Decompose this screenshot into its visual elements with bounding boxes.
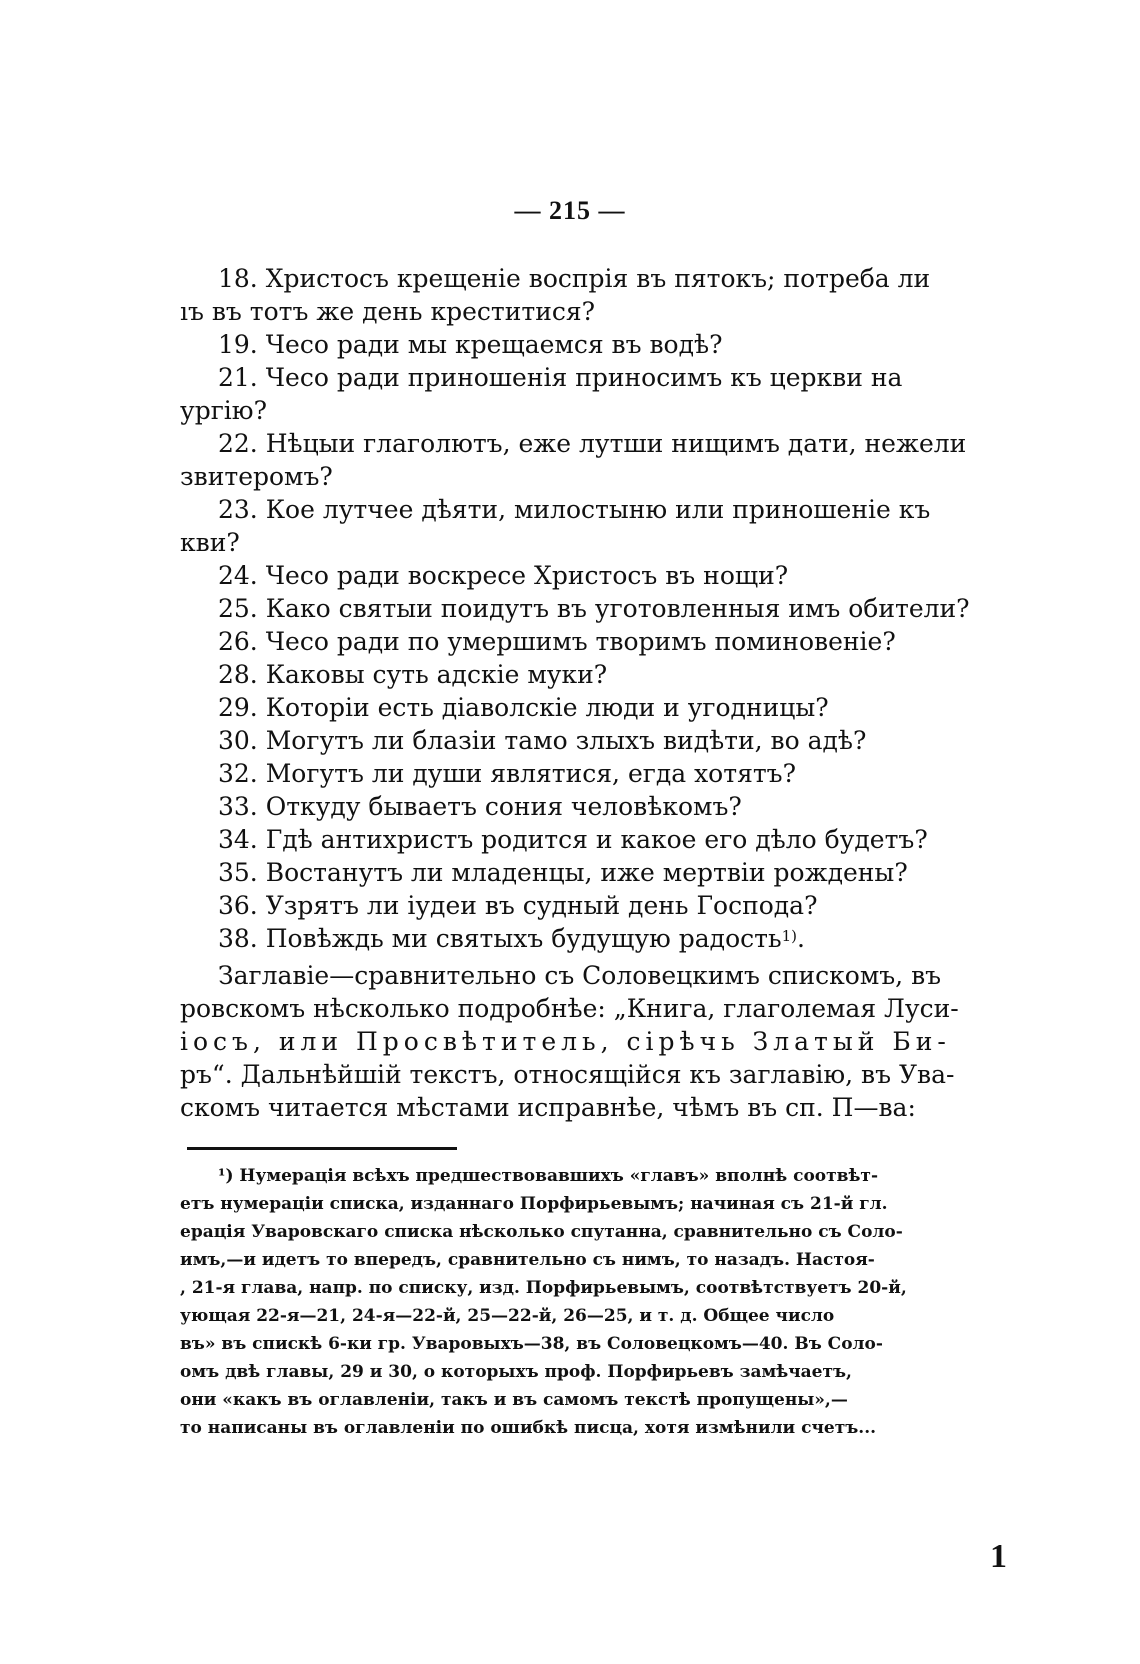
question-line-text: 18. Христосъ крещеніе воспрія въ пятокъ; потреба ли — [218, 264, 931, 293]
page-number: — 215 — — [514, 196, 626, 225]
question-line — [180, 691, 880, 724]
paragraph-line — [180, 1057, 955, 1090]
question-line-text: 22. Нѣцыи глаголютъ, еже лутши нищимъ дати, нежели — [218, 429, 967, 458]
question-line — [180, 427, 967, 460]
footnote-line — [180, 1162, 880, 1190]
footnote-divider — [187, 1147, 457, 1150]
question-line-text: 21. Чесо ради приношенія приносимъ къ церкви на — [218, 363, 903, 392]
question-list — [180, 262, 970, 955]
question-line-text: звитеромъ? — [180, 462, 333, 491]
question-line — [180, 757, 880, 790]
question-line-text: 28. Каковы суть адскіе муки? — [218, 660, 608, 689]
paragraph-line — [180, 991, 959, 1024]
footnote-line — [180, 1358, 880, 1386]
question-line — [180, 658, 880, 691]
question-line — [180, 559, 880, 592]
paragraph-line-text: Заглавіе—сравнительно съ Соловецкимъ спискомъ, въ — [218, 961, 942, 990]
question-line — [180, 724, 880, 757]
paragraph-line-text: скомъ читается мѣстами исправнѣе, чѣмъ въ сп. П—ва: — [180, 1093, 916, 1122]
footnote-line-text: имъ,—и идетъ то впередъ, сравнительно съ нимъ, то назадъ. Настоя- — [180, 1250, 875, 1270]
footnote-line-text: въ» въ спискѣ 6-ки гр. Уваровыхъ—38, въ Соловецкомъ—40. Въ Соло- — [180, 1334, 883, 1354]
footnote-line-text: ерація Уваровскаго списка нѣсколько спутанна, сравнительно съ Соло- — [180, 1222, 903, 1242]
question-line-text: 29. Которіи есть діаволскіе люди и угодницы? — [218, 693, 829, 722]
question-line — [180, 460, 880, 493]
question-line-text: 35. Востанутъ ли младенцы, иже мертвіи рождены? — [218, 858, 908, 887]
question-line — [180, 625, 896, 658]
question-line — [180, 592, 970, 625]
footnote-line — [180, 1414, 880, 1442]
footnote-line-text: ¹) Нумерація всѣхъ предшествовавшихъ «главъ» вполнѣ соотвѣт- — [218, 1166, 879, 1186]
margin-mark: 1 — [990, 1538, 1007, 1575]
question-line — [180, 922, 880, 955]
question-line — [180, 823, 928, 856]
question-line — [180, 790, 880, 823]
question-line — [180, 394, 880, 427]
footnote-line-text: они «какъ въ оглавленіи, такъ и въ самомъ текстѣ пропущены»,— — [180, 1390, 848, 1410]
paragraph-line-text: ръ“. Дальнѣйшій текстъ, относящійся къ заглавію, въ Ува- — [180, 1060, 955, 1089]
question-line-text: 33. Откуду бываетъ сония человѣкомъ? — [218, 792, 742, 821]
question-line — [180, 526, 880, 559]
footnote-line — [180, 1302, 880, 1330]
footnote-line — [180, 1386, 880, 1414]
question-line-text: 24. Чесо ради воскресе Христосъ въ нощи? — [218, 561, 789, 590]
punctuation: . — [796, 924, 805, 953]
question-line — [180, 328, 880, 361]
footnote-ref: 1) — [781, 927, 797, 945]
question-line — [180, 889, 880, 922]
question-line-text: 32. Могутъ ли души являтися, егда хотятъ? — [218, 759, 796, 788]
question-line-text: 34. Гдѣ антихристъ родится и какое его дѣло будетъ? — [218, 825, 928, 854]
body-paragraph — [180, 958, 959, 1123]
question-line — [180, 262, 931, 295]
footnote-line — [180, 1274, 907, 1302]
question-line-text: 38. Повѣждь ми святыхъ будущую радость — [218, 924, 782, 953]
question-line — [180, 493, 931, 526]
question-line — [180, 361, 903, 394]
footnote-line-text: то написаны въ оглавленіи по ошибкѣ писца, хотя измѣнили счетъ... — [180, 1418, 877, 1438]
footnote — [180, 1162, 907, 1442]
question-line-text: 36. Узрятъ ли іудеи въ судный день Господа? — [218, 891, 818, 920]
paragraph-line — [180, 1024, 951, 1057]
paragraph-line — [180, 958, 942, 991]
question-line-text: 30. Могутъ ли блазіи тамо злыхъ видѣти, во адѣ? — [218, 726, 867, 755]
footnote-line-text: омъ двѣ главы, 29 и 30, о которыхъ проф. Порфирьевъ замѣчаетъ, — [180, 1362, 852, 1382]
footnote-line — [180, 1190, 888, 1218]
paragraph-line — [180, 1090, 916, 1123]
paragraph-line-text: ровскомъ нѣсколько подробнѣе: „Книга, глаголемая Луси- — [180, 994, 959, 1023]
footnote-line — [180, 1246, 880, 1274]
question-line — [180, 295, 880, 328]
question-line-text: 26. Чесо ради по умершимъ творимъ поминовеніе? — [218, 627, 896, 656]
question-line-text: 19. Чесо ради мы крещаемся въ водѣ? — [218, 330, 723, 359]
question-line — [180, 856, 908, 889]
footnote-line — [180, 1218, 903, 1246]
question-line-text: 23. Кое лутчее дѣяти, милостыню или приношеніе къ — [218, 495, 931, 524]
paragraph-line-text: іосъ, или Просвѣтитель, сірѣчь Златый Би- — [180, 1027, 951, 1056]
footnote-line-text: ующая 22-я—21, 24-я—22-й, 25—22-й, 26—25, и т. д. Общее число — [180, 1306, 835, 1326]
footnote-line-text: , 21-я глава, напр. по списку, изд. Порфирьевымъ, соотвѣтствуетъ 20-й, — [180, 1278, 907, 1298]
question-line-text: ургію? — [180, 396, 267, 425]
footnote-line-text: етъ нумераціи списка, изданнаго Порфирьевымъ; начиная съ 21-й гл. — [180, 1194, 888, 1214]
question-line-text: 25. Како святыи поидутъ въ уготовленныя имъ обители? — [218, 594, 970, 623]
question-line-text: ıъ въ тотъ же день креститися? — [180, 297, 596, 326]
question-line-text: кви? — [180, 528, 240, 557]
footnote-line — [180, 1330, 883, 1358]
